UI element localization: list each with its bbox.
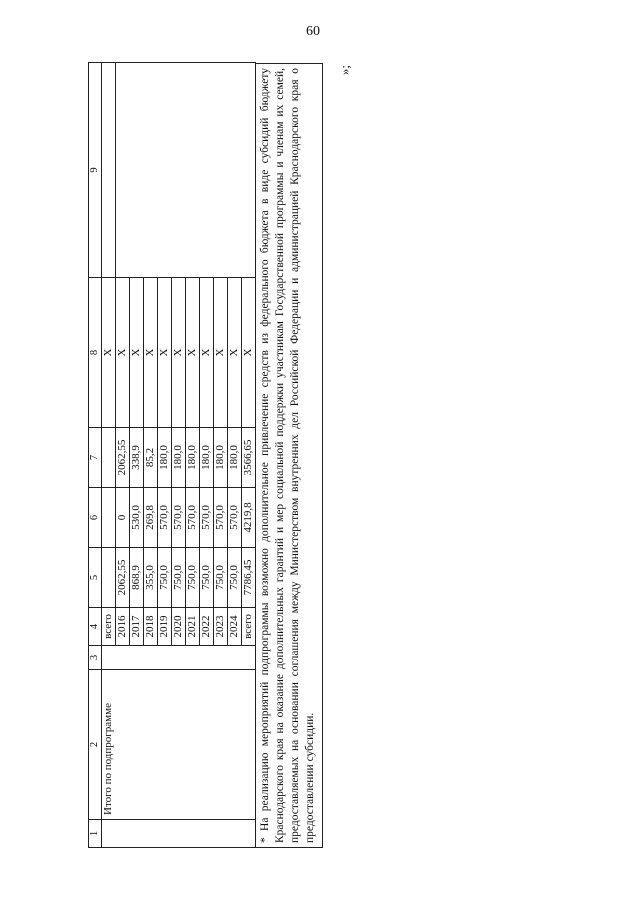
column-number-row (89, 63, 102, 848)
table-cell: 2062,55 (116, 428, 130, 488)
table-cell: 355,0 (144, 548, 158, 608)
column-number: 1 (89, 820, 102, 848)
table-cell: Х (102, 278, 116, 428)
empty-cell (116, 63, 256, 278)
table-cell: 180,0 (172, 428, 186, 488)
table-cell: 570,0 (214, 488, 228, 548)
table-cell: 269,8 (144, 488, 158, 548)
table-cell: Х (214, 278, 228, 428)
total-label-cell: Итого по подпрограмме (102, 670, 256, 820)
table-cell: 530,0 (130, 488, 144, 548)
empty-cell (102, 63, 116, 278)
table-cell: 180,0 (214, 428, 228, 488)
page-number: 60 (306, 24, 320, 39)
column-number: 6 (89, 488, 102, 548)
table-cell: 750,0 (228, 548, 242, 608)
table-cell: Х (130, 278, 144, 428)
table-cell: 4219,8 (242, 488, 256, 548)
table-cell: 2024 (228, 608, 242, 646)
table-cell: Х (242, 278, 256, 428)
table-cell: 2022 (200, 608, 214, 646)
table-cell: Х (144, 278, 158, 428)
footnote: * На реализацию мероприятий подпрограммы возможно дополнительное привлечение средств из федерального бюджета в виде субсидий бюджету Краснодарского края на оказание дополнительных гарантий и мер социальной поддержки участникам Государственной программы и членам их семей, предоставляемых на основании соглашения между Министерством внутренних дел Российской Федерации и администрацией Краснодарского края о предоставлении субсидии. (256, 63, 323, 848)
table-cell (102, 548, 116, 608)
table-cell: всего (102, 608, 116, 646)
table-cell: Х (200, 278, 214, 428)
table-cell (102, 428, 116, 488)
table-cell: 750,0 (214, 548, 228, 608)
table-cell: 2016 (116, 608, 130, 646)
table-cell: 2019 (158, 608, 172, 646)
table-cell: 0 (116, 488, 130, 548)
column-number: 3 (89, 646, 102, 670)
table-cell: 2021 (186, 608, 200, 646)
column-number: 7 (89, 428, 102, 488)
table-cell: 3566,65 (242, 428, 256, 488)
table-cell: 180,0 (158, 428, 172, 488)
table-cell: всего (242, 608, 256, 646)
table-cell: Х (228, 278, 242, 428)
table-cell: 570,0 (158, 488, 172, 548)
table-cell: 2062,55 (116, 548, 130, 608)
table-body (89, 63, 256, 848)
table-cell: Х (158, 278, 172, 428)
table-cell: 570,0 (186, 488, 200, 548)
table-cell: 570,0 (172, 488, 186, 548)
table-row (102, 63, 116, 848)
table-cell: 338,9 (130, 428, 144, 488)
table-cell: 85,2 (144, 428, 158, 488)
table-cell: 2023 (214, 608, 228, 646)
column-number: 9 (89, 63, 102, 278)
table-cell: Х (116, 278, 130, 428)
table-cell: 180,0 (200, 428, 214, 488)
empty-cell (102, 820, 256, 848)
table-cell: 570,0 (228, 488, 242, 548)
column-number: 5 (89, 548, 102, 608)
table-cell: 2018 (144, 608, 158, 646)
table-cell: 2017 (130, 608, 144, 646)
column-number: 8 (89, 278, 102, 428)
table-cell: 570,0 (200, 488, 214, 548)
table-cell: 750,0 (200, 548, 214, 608)
rotated-table-block (88, 58, 358, 848)
closing-mark: »; (337, 64, 353, 76)
table-cell: 7786,45 (242, 548, 256, 608)
column-number: 4 (89, 608, 102, 646)
budget-table (88, 62, 256, 848)
table-cell: 750,0 (186, 548, 200, 608)
table-cell: 750,0 (158, 548, 172, 608)
table-cell: 750,0 (172, 548, 186, 608)
table-cell: 2020 (172, 608, 186, 646)
table-cell: 180,0 (186, 428, 200, 488)
table-cell (102, 488, 116, 548)
column-number: 2 (89, 670, 102, 820)
table-cell: Х (172, 278, 186, 428)
table-cell: 868,9 (130, 548, 144, 608)
table-cell: Х (186, 278, 200, 428)
table-cell: 180,0 (228, 428, 242, 488)
empty-cell (102, 646, 256, 670)
